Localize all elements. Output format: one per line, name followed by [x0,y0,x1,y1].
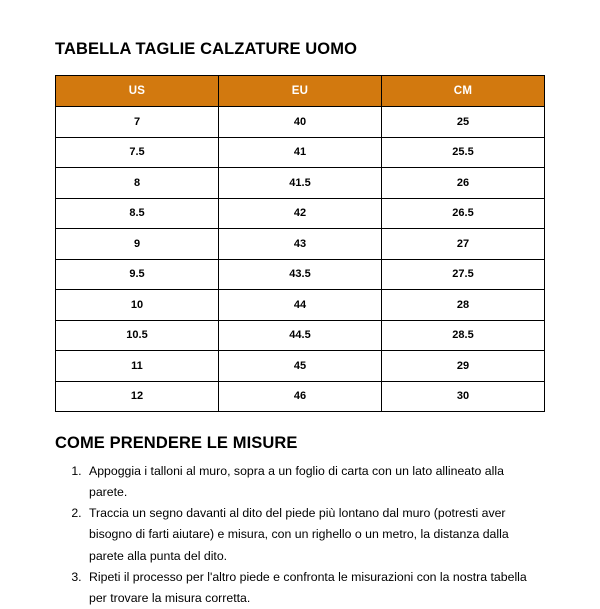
table-row [56,259,545,290]
page-title: TABELLA TAGLIE CALZATURE UOMO [55,40,358,58]
cell-us: 7.5 [56,137,219,168]
column-header-us: US [56,76,219,107]
cell-cm: 25 [382,107,545,138]
cell-us: 8.5 [56,198,219,229]
cell-us: 10 [56,290,219,321]
cell-eu: 42 [219,198,382,229]
size-conversion-table [55,75,545,412]
table-row [56,198,545,229]
cell-eu: 41 [219,137,382,168]
table-row [56,290,545,321]
cell-us: 9.5 [56,259,219,290]
section-title-measurements: COME PRENDERE LE MISURE [55,434,298,452]
table-row [56,168,545,199]
cell-cm: 27.5 [382,259,545,290]
measurement-steps-list [55,461,545,609]
cell-eu: 41.5 [219,168,382,199]
cell-cm: 26.5 [382,198,545,229]
table-row [56,137,545,168]
cell-cm: 28 [382,290,545,321]
cell-eu: 45 [219,351,382,382]
table-header [56,76,545,107]
cell-us: 9 [56,229,219,260]
cell-eu: 46 [219,381,382,412]
cell-us: 8 [56,168,219,199]
table-row [56,107,545,138]
cell-cm: 29 [382,351,545,382]
list-item: 3. Ripeti il processo per l'altro piede e confronta le misurazioni con la nostra tabella per trovare la misura corretta. [85,567,545,609]
cell-us: 12 [56,381,219,412]
cell-eu: 44 [219,290,382,321]
cell-eu: 43.5 [219,259,382,290]
cell-cm: 28.5 [382,320,545,351]
cell-eu: 43 [219,229,382,260]
table-row [56,351,545,382]
table-row [56,320,545,351]
list-item: 1. Appoggia i talloni al muro, sopra a un foglio di carta con un lato allineato alla parete. [85,461,545,503]
cell-cm: 25.5 [382,137,545,168]
cell-us: 11 [56,351,219,382]
cell-cm: 30 [382,381,545,412]
table-row [56,229,545,260]
cell-eu: 44.5 [219,320,382,351]
table-body [56,107,545,412]
cell-cm: 26 [382,168,545,199]
cell-us: 10.5 [56,320,219,351]
column-header-eu: EU [219,76,382,107]
cell-cm: 27 [382,229,545,260]
table-header-row [56,76,545,107]
cell-eu: 40 [219,107,382,138]
cell-us: 7 [56,107,219,138]
list-item: 2. Traccia un segno davanti al dito del piede più lontano dal muro (potresti aver bisogno di farti aiutare) e misura, con un righello o un metro, la distanza dalla parete alla punta del dito. [85,503,545,566]
table-row [56,381,545,412]
column-header-cm: CM [382,76,545,107]
